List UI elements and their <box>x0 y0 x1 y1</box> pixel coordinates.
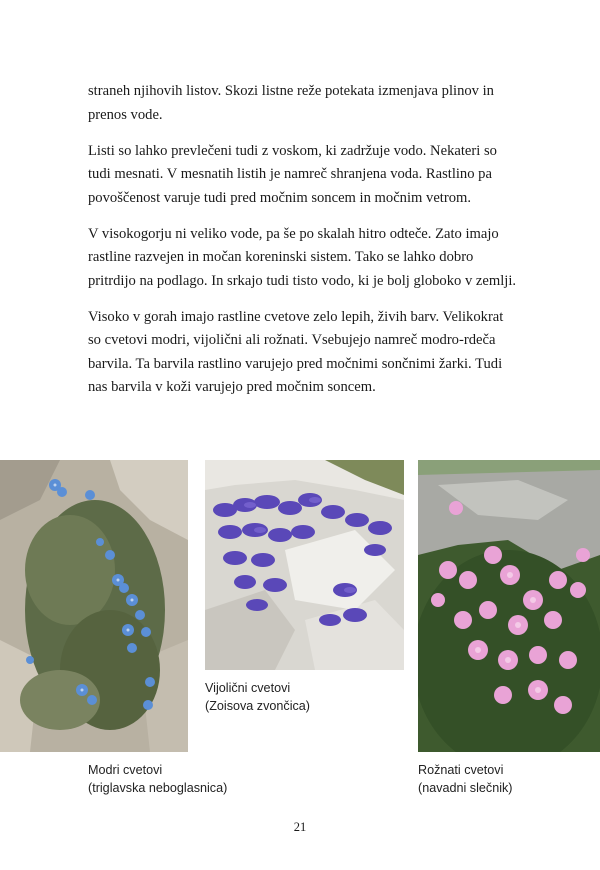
caption-species: (Zoisova zvončica) <box>205 698 310 713</box>
photo-blue-flowers <box>0 460 188 752</box>
page-number: 21 <box>293 820 307 834</box>
caption-title: Modri cvetovi <box>88 763 163 777</box>
body-text <box>88 80 518 412</box>
paragraph: Listi so lahko prevlečeni tudi z voskom, ki zadržuje vodo. Nekateri so tudi mesnati. V mesnatih listih je namreč shranjena voda. Rastlino pa povoščenost varuje tudi pred močnim soncem in močnim vetrom. <box>88 142 497 206</box>
caption-blue-flowers <box>88 762 227 797</box>
caption-title: Rožnati cvetovi <box>418 763 504 777</box>
photo-pink-flowers <box>418 460 600 752</box>
paragraph: straneh njihovih listov. Skozi listne reže potekata izmenjava plinov in prenos vode. <box>88 83 494 123</box>
caption-species: (navadni slečnik) <box>418 780 513 795</box>
photo-purple-flowers <box>205 460 404 670</box>
paragraph: V visokogorju ni veliko vode, pa še po skalah hitro odteče. Zato imajo rastline razvejen in močan koreninski sistem. Tako se lahko dobro pritrdijo na podlago. In srkajo tudi tisto vodo, ki je bolj globoko v zemlji. <box>88 225 517 289</box>
caption-purple-flowers <box>205 680 310 715</box>
caption-pink-flowers <box>418 762 513 797</box>
caption-species: (triglavska neboglasnica) <box>88 780 228 795</box>
paragraph: Visoko v gorah imajo rastline cvetove zelo lepih, živih barv. Velikokrat so cvetovi modri, vijolični ali rožnati. Vsebujejo namreč modro-rdeča barvila. Ta barvila rastlino varujejo pred močnimi sončnimi žarki. Tudi nas barvila v koži varujejo pred močnim soncem. <box>88 308 504 395</box>
caption-title: Vijolični cvetovi <box>205 681 291 695</box>
